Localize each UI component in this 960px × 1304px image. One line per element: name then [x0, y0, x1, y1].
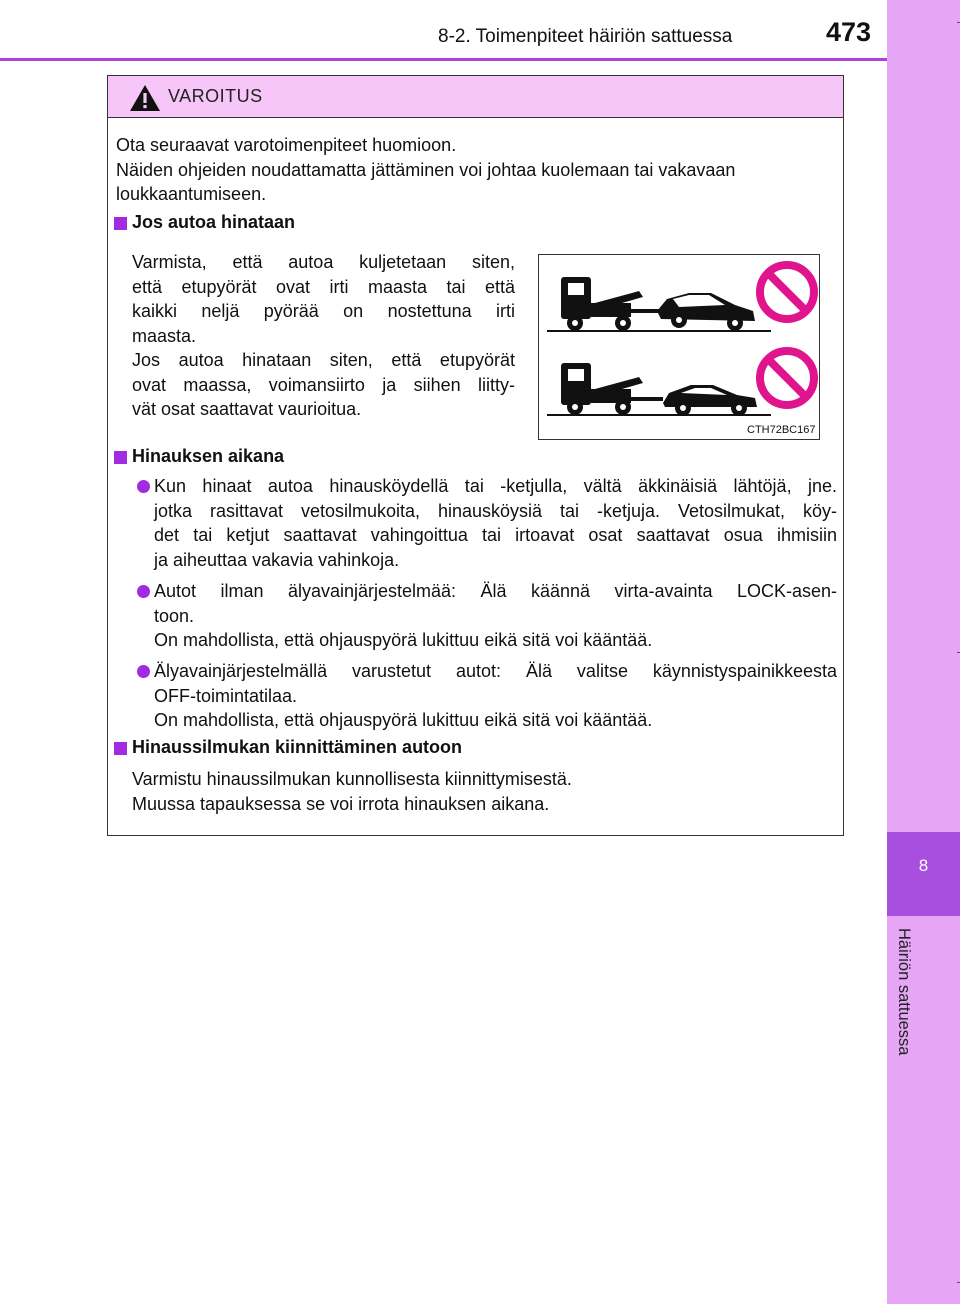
section-title: 8-2. Toimenpiteet häiriön sattuessa	[438, 26, 733, 47]
text-line: OFF-toimintatilaa.	[154, 685, 298, 706]
towing-diagram	[539, 255, 818, 438]
bullet-dot	[137, 480, 150, 493]
text-line: että etupyörät ovat irti maasta tai että	[132, 276, 515, 297]
warning-header	[108, 76, 843, 118]
text-line: Jos autoa hinataan siten, että etupyörät	[132, 350, 515, 370]
bullet-text	[154, 659, 837, 733]
section-marker	[114, 217, 127, 230]
warning-title: VAROITUS	[168, 86, 263, 106]
section-marker	[114, 451, 127, 464]
chapter-side-strip	[887, 0, 960, 1304]
section-marker	[114, 742, 127, 755]
section-heading: Jos autoa hinataan	[132, 212, 296, 232]
page-number: 473	[826, 17, 872, 47]
header-rule	[0, 58, 960, 61]
section-text	[132, 250, 515, 422]
warning-intro	[116, 133, 836, 207]
intro-line: Näiden ohjeiden noudattamatta jättäminen voi johtaa kuolemaan tai vakavaan	[116, 159, 736, 180]
section-heading: Hinauksen aikana	[132, 446, 285, 466]
chapter-label: Häiriön sattuessa	[895, 928, 913, 1056]
car-icon	[663, 385, 757, 416]
bullet-dot	[137, 665, 150, 678]
text-line: On mahdollista, että ohjauspyörä lukittuu eikä sitä voi kääntää.	[154, 710, 653, 730]
text-line: toon.	[154, 605, 195, 626]
text-line: det tai ketjut saattavat vahingoittua tai irtoavat osat saattavat osua ihmisiin	[154, 525, 837, 545]
intro-line: loukkaantumiseen.	[116, 184, 267, 204]
text-line: Varmistu hinaussilmukan kunnollisesta kiinnittymisestä.	[132, 769, 572, 789]
warning-triangle-icon	[129, 84, 161, 112]
text-line: ja aiheuttaa vakavia vahinkoja.	[154, 549, 400, 570]
text-line: Autot ilman älyavainjärjestelmää: Älä käännä virta-avainta LOCK-asen-	[154, 581, 837, 601]
towing-illustration	[538, 254, 820, 440]
section-text	[132, 767, 832, 816]
text-line: vät osat saattavat vaurioitua.	[132, 399, 362, 419]
text-line: Muussa tapauksessa se voi irrota hinauksen aikana.	[132, 793, 550, 814]
text-line: Älyavainjärjestelmällä varustetut autot: Älä valitse käynnistyspainikkeesta	[154, 661, 837, 681]
text-line: jotka rasittavat vetosilmukoita, hinausköysiä tai -ketjuja. Vetosilmukat, köy-	[154, 500, 837, 521]
intro-line: Ota seuraavat varotoimenpiteet huomioon.	[116, 135, 457, 155]
prohibited-icon	[760, 265, 814, 319]
section-heading: Hinaussilmukan kiinnittäminen autoon	[132, 737, 463, 757]
illustration-code: CTH72BC167	[747, 424, 816, 436]
bullet-dot	[137, 585, 150, 598]
chapter-number: 8	[918, 856, 929, 875]
text-line: On mahdollista, että ohjauspyörä lukittuu eikä sitä voi kääntää.	[154, 630, 653, 650]
text-line: kaikki neljä pyörää on nostettuna irti	[132, 301, 515, 321]
bullet-text	[154, 474, 837, 572]
text-line: maasta.	[132, 325, 197, 346]
prohibited-icon	[760, 351, 814, 405]
text-line: Varmista, että autoa kuljetetaan siten,	[132, 252, 515, 272]
bullet-text	[154, 579, 837, 653]
text-line: ovat maassa, voimansiirto ja siihen liitty-	[132, 374, 515, 395]
car-icon	[657, 293, 755, 331]
text-line: Kun hinaat autoa hinausköydellä tai -ketjulla, vältä äkkinäisiä lähtöjä, jne.	[154, 476, 837, 496]
